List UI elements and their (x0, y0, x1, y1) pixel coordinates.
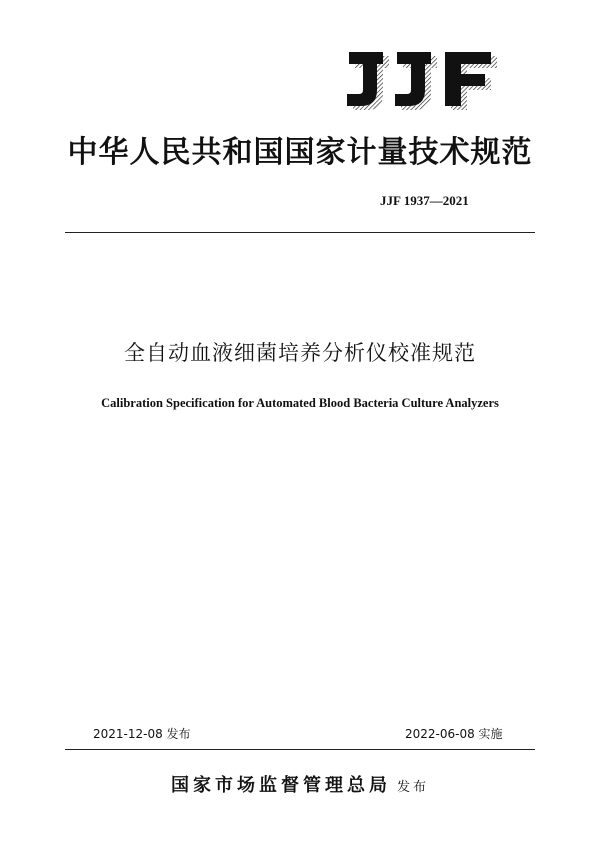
standard-number: JJF 1937—2021 (380, 193, 469, 208)
implementation-date: 2022-06-08 实施 (405, 727, 503, 741)
issuer-suffix: 发布 (396, 780, 429, 795)
issuer (0, 773, 600, 801)
bottom-divider (65, 749, 535, 750)
top-divider (65, 232, 535, 233)
jjf-logo-icon (343, 50, 500, 112)
issuer-name: 国家市场监督管理总局 (170, 775, 391, 796)
org-title: 中华人民共和国国家计量技术规范 (67, 135, 533, 170)
issue-date: 2021-12-08 发布 (93, 727, 191, 741)
document-title-zh: 全自动血液细菌培养分析仪校准规范 (124, 341, 476, 365)
document-title-en: Calibration Specification for Automated Blood Bacteria Culture Analyzers (101, 396, 499, 410)
